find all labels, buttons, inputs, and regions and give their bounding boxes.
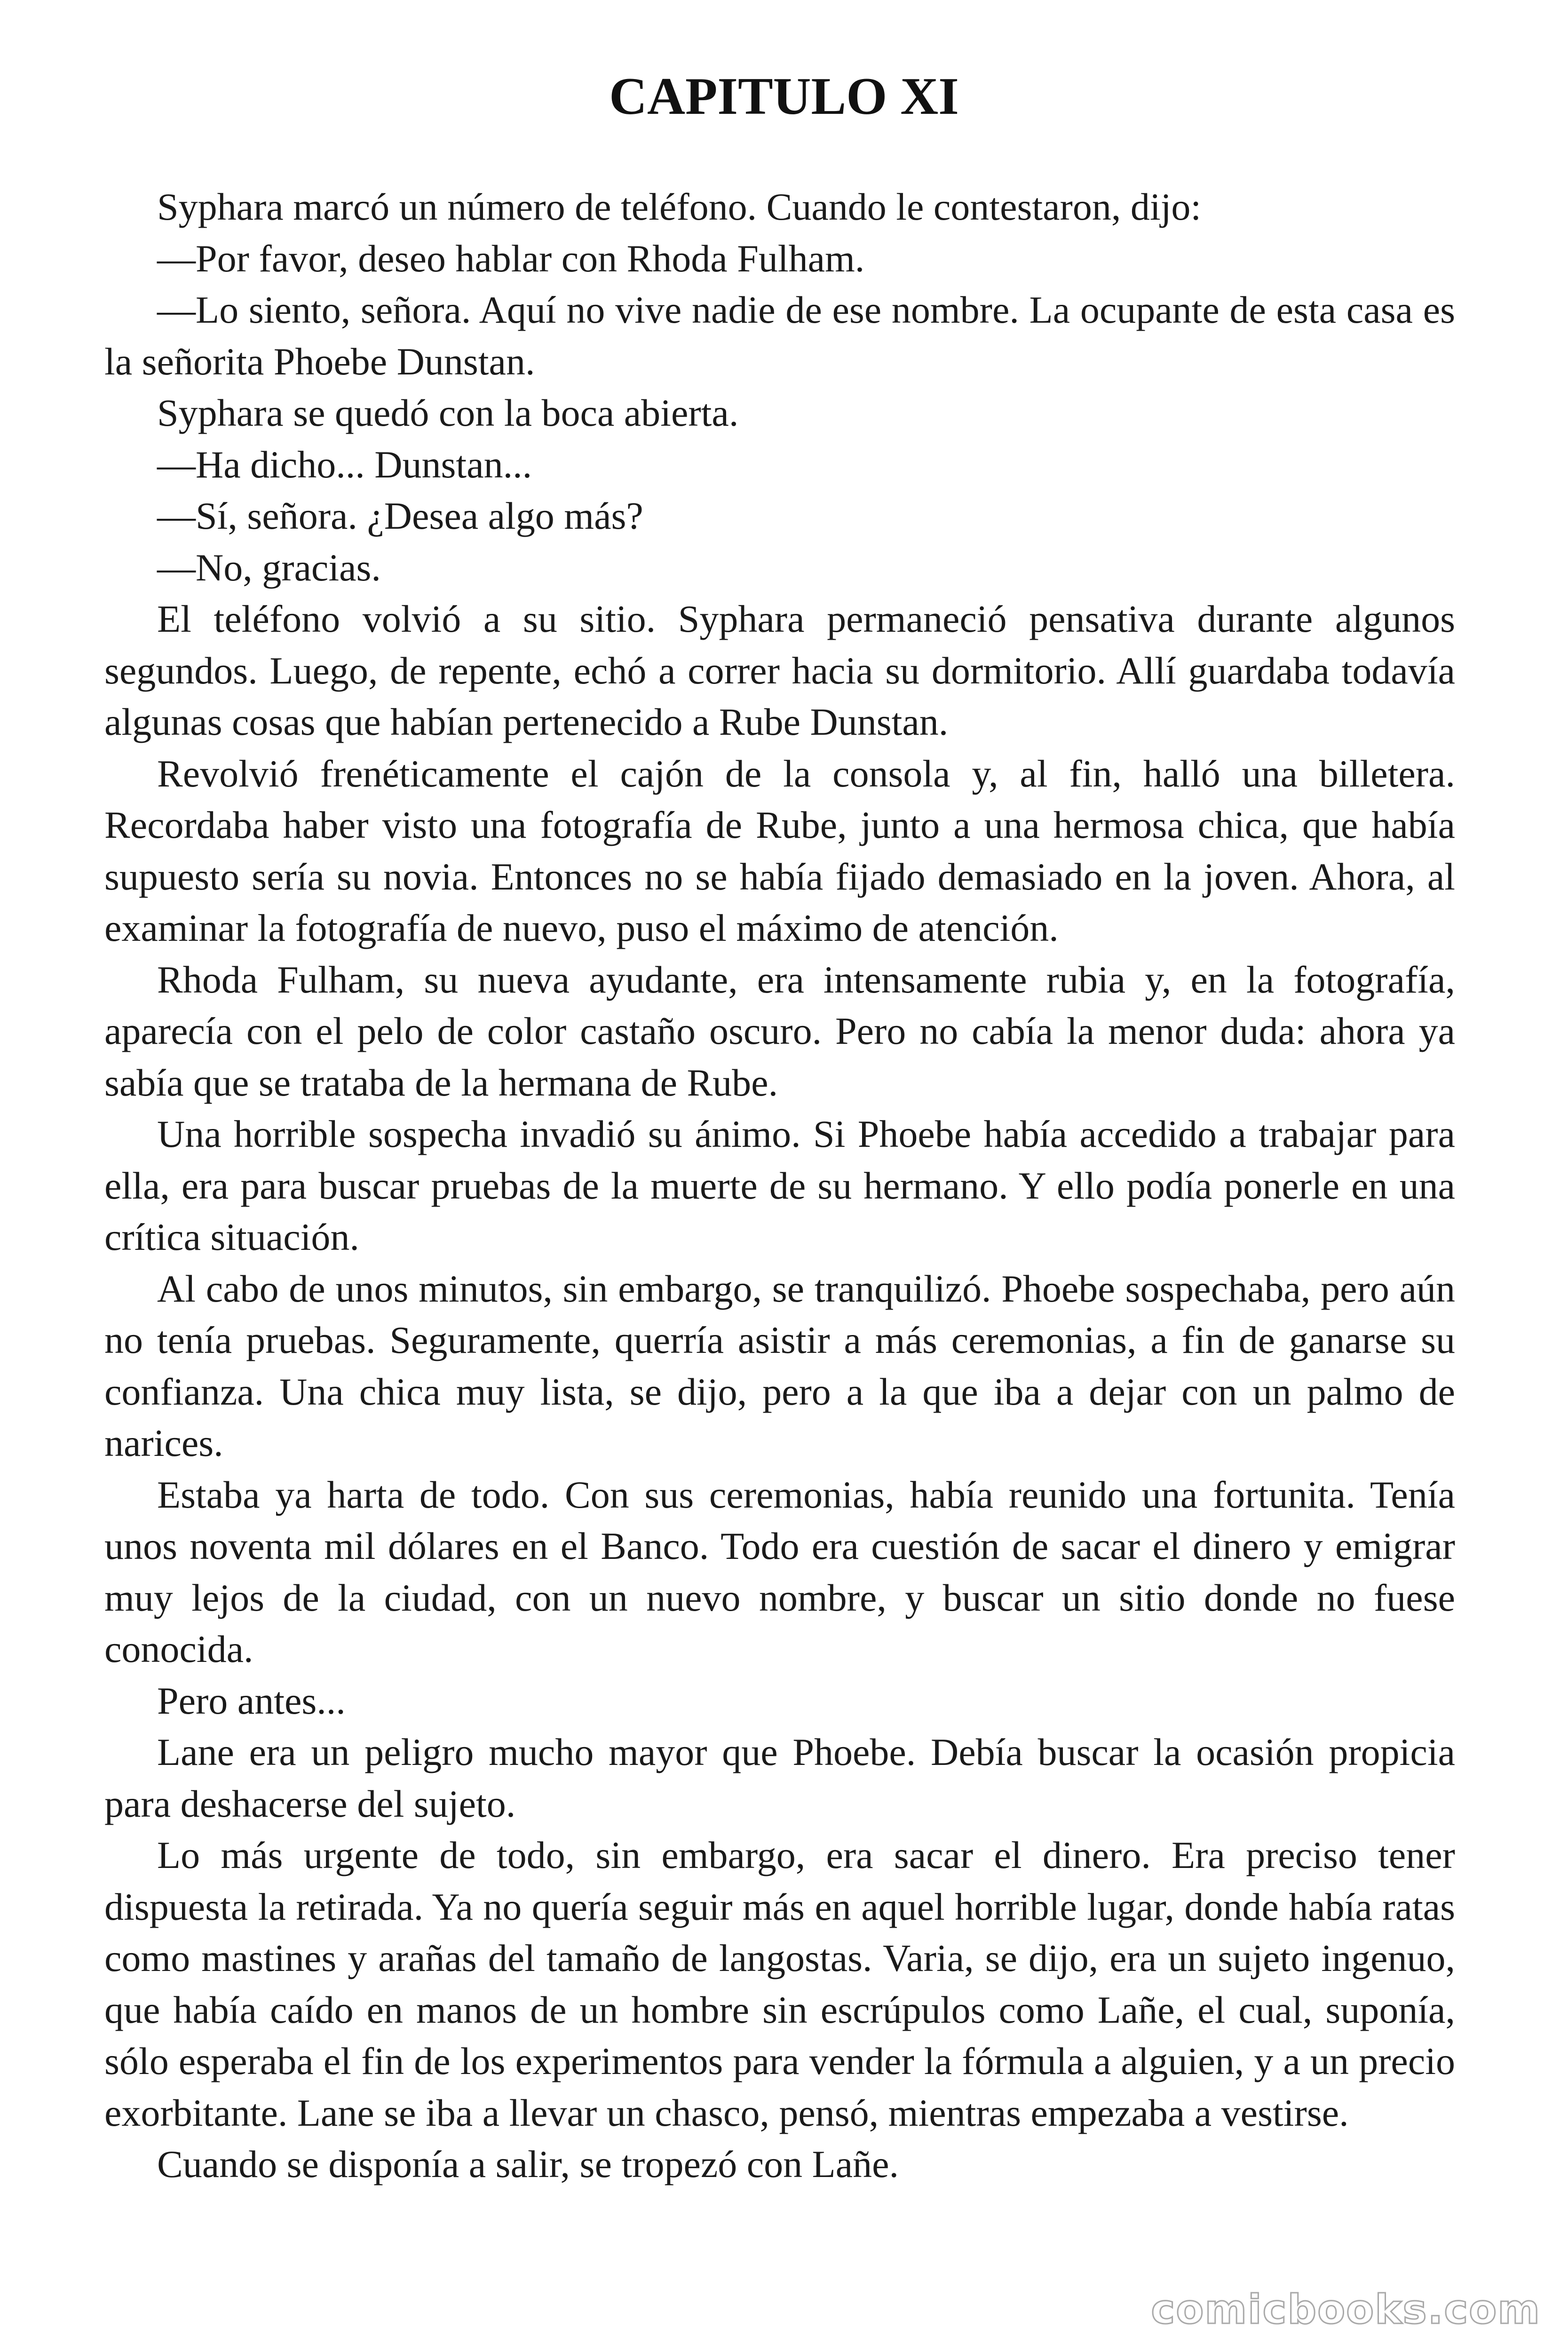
paragraph: Cuando se disponía a salir, se tropezó con Lañe. — [157, 2143, 899, 2185]
paragraph: —Por favor, deseo hablar con Rhoda Fulham. — [157, 237, 865, 280]
paragraph: —Lo siento, señora. Aquí no vive nadie de ese nombre. La ocupante de esta casa es la señorita Phoebe Dunstan. — [104, 288, 1455, 383]
paragraph: —Ha dicho... Dunstan... — [157, 443, 532, 486]
paragraph: —No, gracias. — [157, 546, 381, 589]
paragraph: Rhoda Fulham, su nueva ayudante, era intensamente rubia y, en la fotografía, aparecía con el pelo de color castaño oscuro. Pero no cabía la menor duda: ahora ya sabía que se trataba de la hermana de Rube. — [104, 958, 1455, 1104]
site-watermark: comicbooks.com — [1151, 2286, 1541, 2333]
paragraph: Estaba ya harta de todo. Con sus ceremonias, había reunido una fortunita. Tenía unos noventa mil dólares en el Banco. Todo era cuestión de sacar el dinero y emigrar muy lejos de la ciudad, con un nuevo nombre, y buscar un sitio donde no fuese conocida. — [104, 1473, 1455, 1670]
paragraph: Al cabo de unos minutos, sin embargo, se tranquilizó. Phoebe sospechaba, pero aún no tenía pruebas. Seguramente, querría asistir a más ceremonias, a fin de ganarse su confianza. Una chica muy lista, se dijo, pero a la que iba a dejar con un palmo de narices. — [104, 1267, 1455, 1464]
chapter-body — [104, 181, 1455, 2190]
paragraph: Lane era un peligro mucho mayor que Phoebe. Debía buscar la ocasión propicia para deshacerse del sujeto. — [104, 1731, 1455, 1825]
paragraph: Revolvió frenéticamente el cajón de la consola y, al fin, halló una billetera. Recordaba haber visto una fotografía de Rube, junto a una hermosa chica, que había supuesto sería su novia. Entonces no se había fijado demasiado en la joven. Ahora, al examinar la fotografía de nuevo, puso el máximo de atención. — [104, 752, 1455, 949]
paragraph: Syphara marcó un número de teléfono. Cuando le contestaron, dijo: — [157, 185, 1202, 228]
paragraph: Syphara se quedó con la boca abierta. — [157, 391, 739, 434]
paragraph: Lo más urgente de todo, sin embargo, era sacar el dinero. Era preciso tener dispuesta la retirada. Ya no quería seguir más en aquel horrible lugar, donde había ratas como mastines y arañas del tamaño de langostas. Varia, se dijo, era un sujeto ingenuo, que había caído en manos de un hombre sin escrúpulos como Lañe, el cual, suponía, sólo esperaba el fin de los experimentos para vender la fórmula a alguien, y a un precio exorbitante. Lane se iba a llevar un chasco, pensó, mientras empezaba a vestirse. — [104, 1834, 1455, 2134]
chapter-title: CAPITULO XI — [609, 67, 959, 126]
paragraph: —Sí, señora. ¿Desea algo más? — [157, 494, 643, 537]
paragraph: El teléfono volvió a su sitio. Syphara permaneció pensativa durante algunos segundos. Luego, de repente, echó a correr hacia su dormitorio. Allí guardaba todavía algunas cosas que habían pertenecido a Rube Dunstan. — [104, 597, 1455, 743]
paragraph: Una horrible sospecha invadió su ánimo. Si Phoebe había accedido a trabajar para ella, era para buscar pruebas de la muerte de su hermano. Y ello podía ponerle en una crítica situación. — [104, 1112, 1455, 1258]
paragraph: Pero antes... — [157, 1679, 346, 1722]
